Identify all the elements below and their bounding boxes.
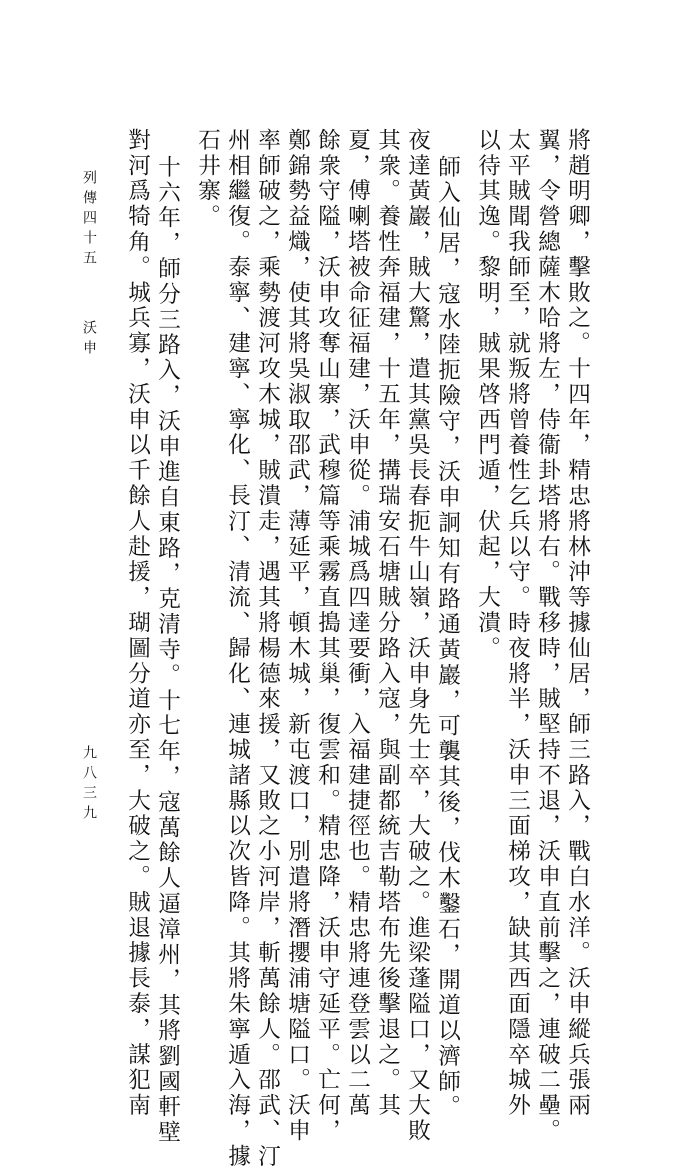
text-column: 師入仙居，寇水陸扼險守，沃申詗知有路通黃巖，可襲其後，伐木鑿石，開道以濟師。 <box>434 155 461 1121</box>
page-number: 九八三九 <box>81 745 97 825</box>
text-column: 鄭錦勢益熾，使其將吳淑取邵武，薄延平，頓木城，新屯渡口，別遣將潛攖浦塘隘口。沃申 <box>284 128 311 1144</box>
subject-name: 沃申 <box>81 320 97 360</box>
text-column: 十六年，師分三路入，沃申進自東路，克清寺。十七年，寇萬餘人逼漳州，其將劉國軒壁 <box>154 155 181 1146</box>
text-column: 石井寨。 <box>194 128 221 230</box>
text-column: 太平賊聞我師至，就叛將曾養性乞兵以守。時夜將半，沃申三面梯攻，缺其西面隱卒城外 <box>504 128 531 1119</box>
text-column: 夏，傅喇塔被命征福建，沃申從。浦城爲四達要衝，入福建捷徑也。精忠將連登雲以二萬 <box>344 128 371 1119</box>
text-column: 以待其逸。黎明，賊果啓西門遁，伏起，大潰。 <box>474 128 501 662</box>
text-column: 對河爲犄角。城兵寡，沃申以千餘人赴援，瑚圖分道亦至，大破之。賊退據長泰，謀犯南 <box>124 128 151 1119</box>
text-column: 餘衆守隘，沃申攻奪山寨，武穆篇等乘霧直搗其巢，復雲和。精忠降，沃申守延平。亡何， <box>314 128 341 1144</box>
text-column: 率師破之，乘勢渡河攻木城，賊潰走，遇其將楊德來援，又敗之小河岸，斬萬餘人。邵武、汀 <box>254 128 281 1169</box>
text-column: 州相繼復。泰寧、建寧、寧化、長汀、清流、歸化、連城諸縣以次皆降。其將朱寧遁入海，據 <box>224 128 251 1169</box>
text-column: 將趙明卿，擊敗之。十四年，精忠將林沖等據仙居，師三路入，戰白水洋。沃申縱兵張兩 <box>564 128 591 1119</box>
chapter-title: 列傳四十五 <box>81 170 97 270</box>
text-column: 翼，令營總薩木哈將左，侍衞卦塔將右。戰移時，賊堅持不退，沃申直前擊之，連破二壘。 <box>534 128 561 1144</box>
text-column: 其衆。養性奔福建，十五年，搆瑞安石塘賊分路入寇，與副都統吉勒塔布先後擊退之。其 <box>374 128 401 1119</box>
text-column: 夜達黃巖，賊大驚，遣其黨吳長春扼牛山嶺，沃申身先士卒，大破之。進梁蓬隘口，又大敗 <box>404 128 431 1144</box>
